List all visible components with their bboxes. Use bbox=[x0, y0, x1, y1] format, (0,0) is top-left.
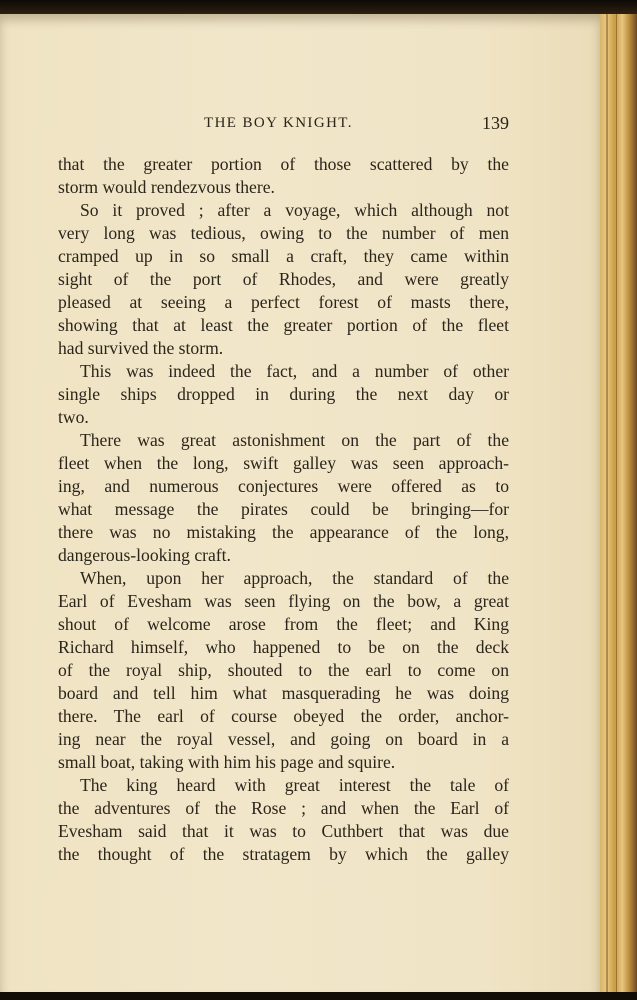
text-line: single ships dropped in during the next day or bbox=[58, 384, 509, 404]
text-line: storm would rendezvous there. bbox=[58, 177, 275, 197]
text-line: The king heard with great interest the tale of bbox=[80, 775, 509, 795]
text-line: cramped up in so small a craft, they came within bbox=[58, 246, 509, 266]
text-line: very long was tedious, owing to the number of men bbox=[58, 223, 509, 243]
text-line: of the royal ship, shouted to the earl to come on bbox=[58, 660, 509, 680]
text-line: the adventures of the Rose ; and when the Earl of bbox=[58, 798, 509, 818]
text-line: There was great astonishment on the part of the bbox=[80, 430, 509, 450]
text-line: ing, and numerous conjectures were offered as to bbox=[58, 476, 509, 496]
text-line: fleet when the long, swift galley was seen approach- bbox=[58, 453, 509, 473]
text-line: small boat, taking with him his page and squire. bbox=[58, 752, 396, 772]
page-edges bbox=[600, 14, 637, 994]
running-head bbox=[58, 115, 509, 137]
text-line: Earl of Evesham was seen flying on the bow, a great bbox=[58, 591, 509, 611]
bottom-shadow bbox=[0, 992, 637, 1000]
page-number: 139 bbox=[482, 113, 509, 133]
running-title: THE BOY KNIGHT. bbox=[204, 115, 353, 131]
text-line: showing that at least the greater portion of the fleet bbox=[58, 315, 509, 335]
text-line: So it proved ; after a voyage, which although not bbox=[80, 200, 509, 220]
text-line: ing near the royal vessel, and going on board in a bbox=[58, 729, 509, 749]
text-line: there was no mistaking the appearance of the long, bbox=[58, 522, 509, 542]
text-line: the thought of the stratagem by which the galley bbox=[58, 844, 509, 864]
text-line: shout of welcome arose from the fleet; and King bbox=[58, 614, 509, 634]
text-line: pleased at seeing a perfect forest of masts there, bbox=[58, 292, 509, 312]
text-line: Evesham said that it was to Cuthbert that was due bbox=[58, 821, 509, 841]
text-line: dangerous-looking craft. bbox=[58, 545, 231, 565]
text-line: sight of the port of Rhodes, and were greatly bbox=[58, 269, 509, 289]
text-line: there. The earl of course obeyed the order, anchor- bbox=[58, 706, 509, 726]
text-line: board and tell him what masquerading he was doing bbox=[58, 683, 509, 703]
text-line: two. bbox=[58, 407, 89, 427]
text-line: When, upon her approach, the standard of the bbox=[80, 568, 509, 588]
text-line: had survived the storm. bbox=[58, 338, 224, 358]
text-line: Richard himself, who happened to be on the deck bbox=[58, 637, 509, 657]
text-line: that the greater portion of those scattered by the bbox=[58, 154, 509, 174]
text-line: what message the pirates could be bringing—for bbox=[58, 499, 509, 519]
body-text bbox=[58, 153, 509, 866]
text-line: This was indeed the fact, and a number of other bbox=[80, 361, 509, 381]
